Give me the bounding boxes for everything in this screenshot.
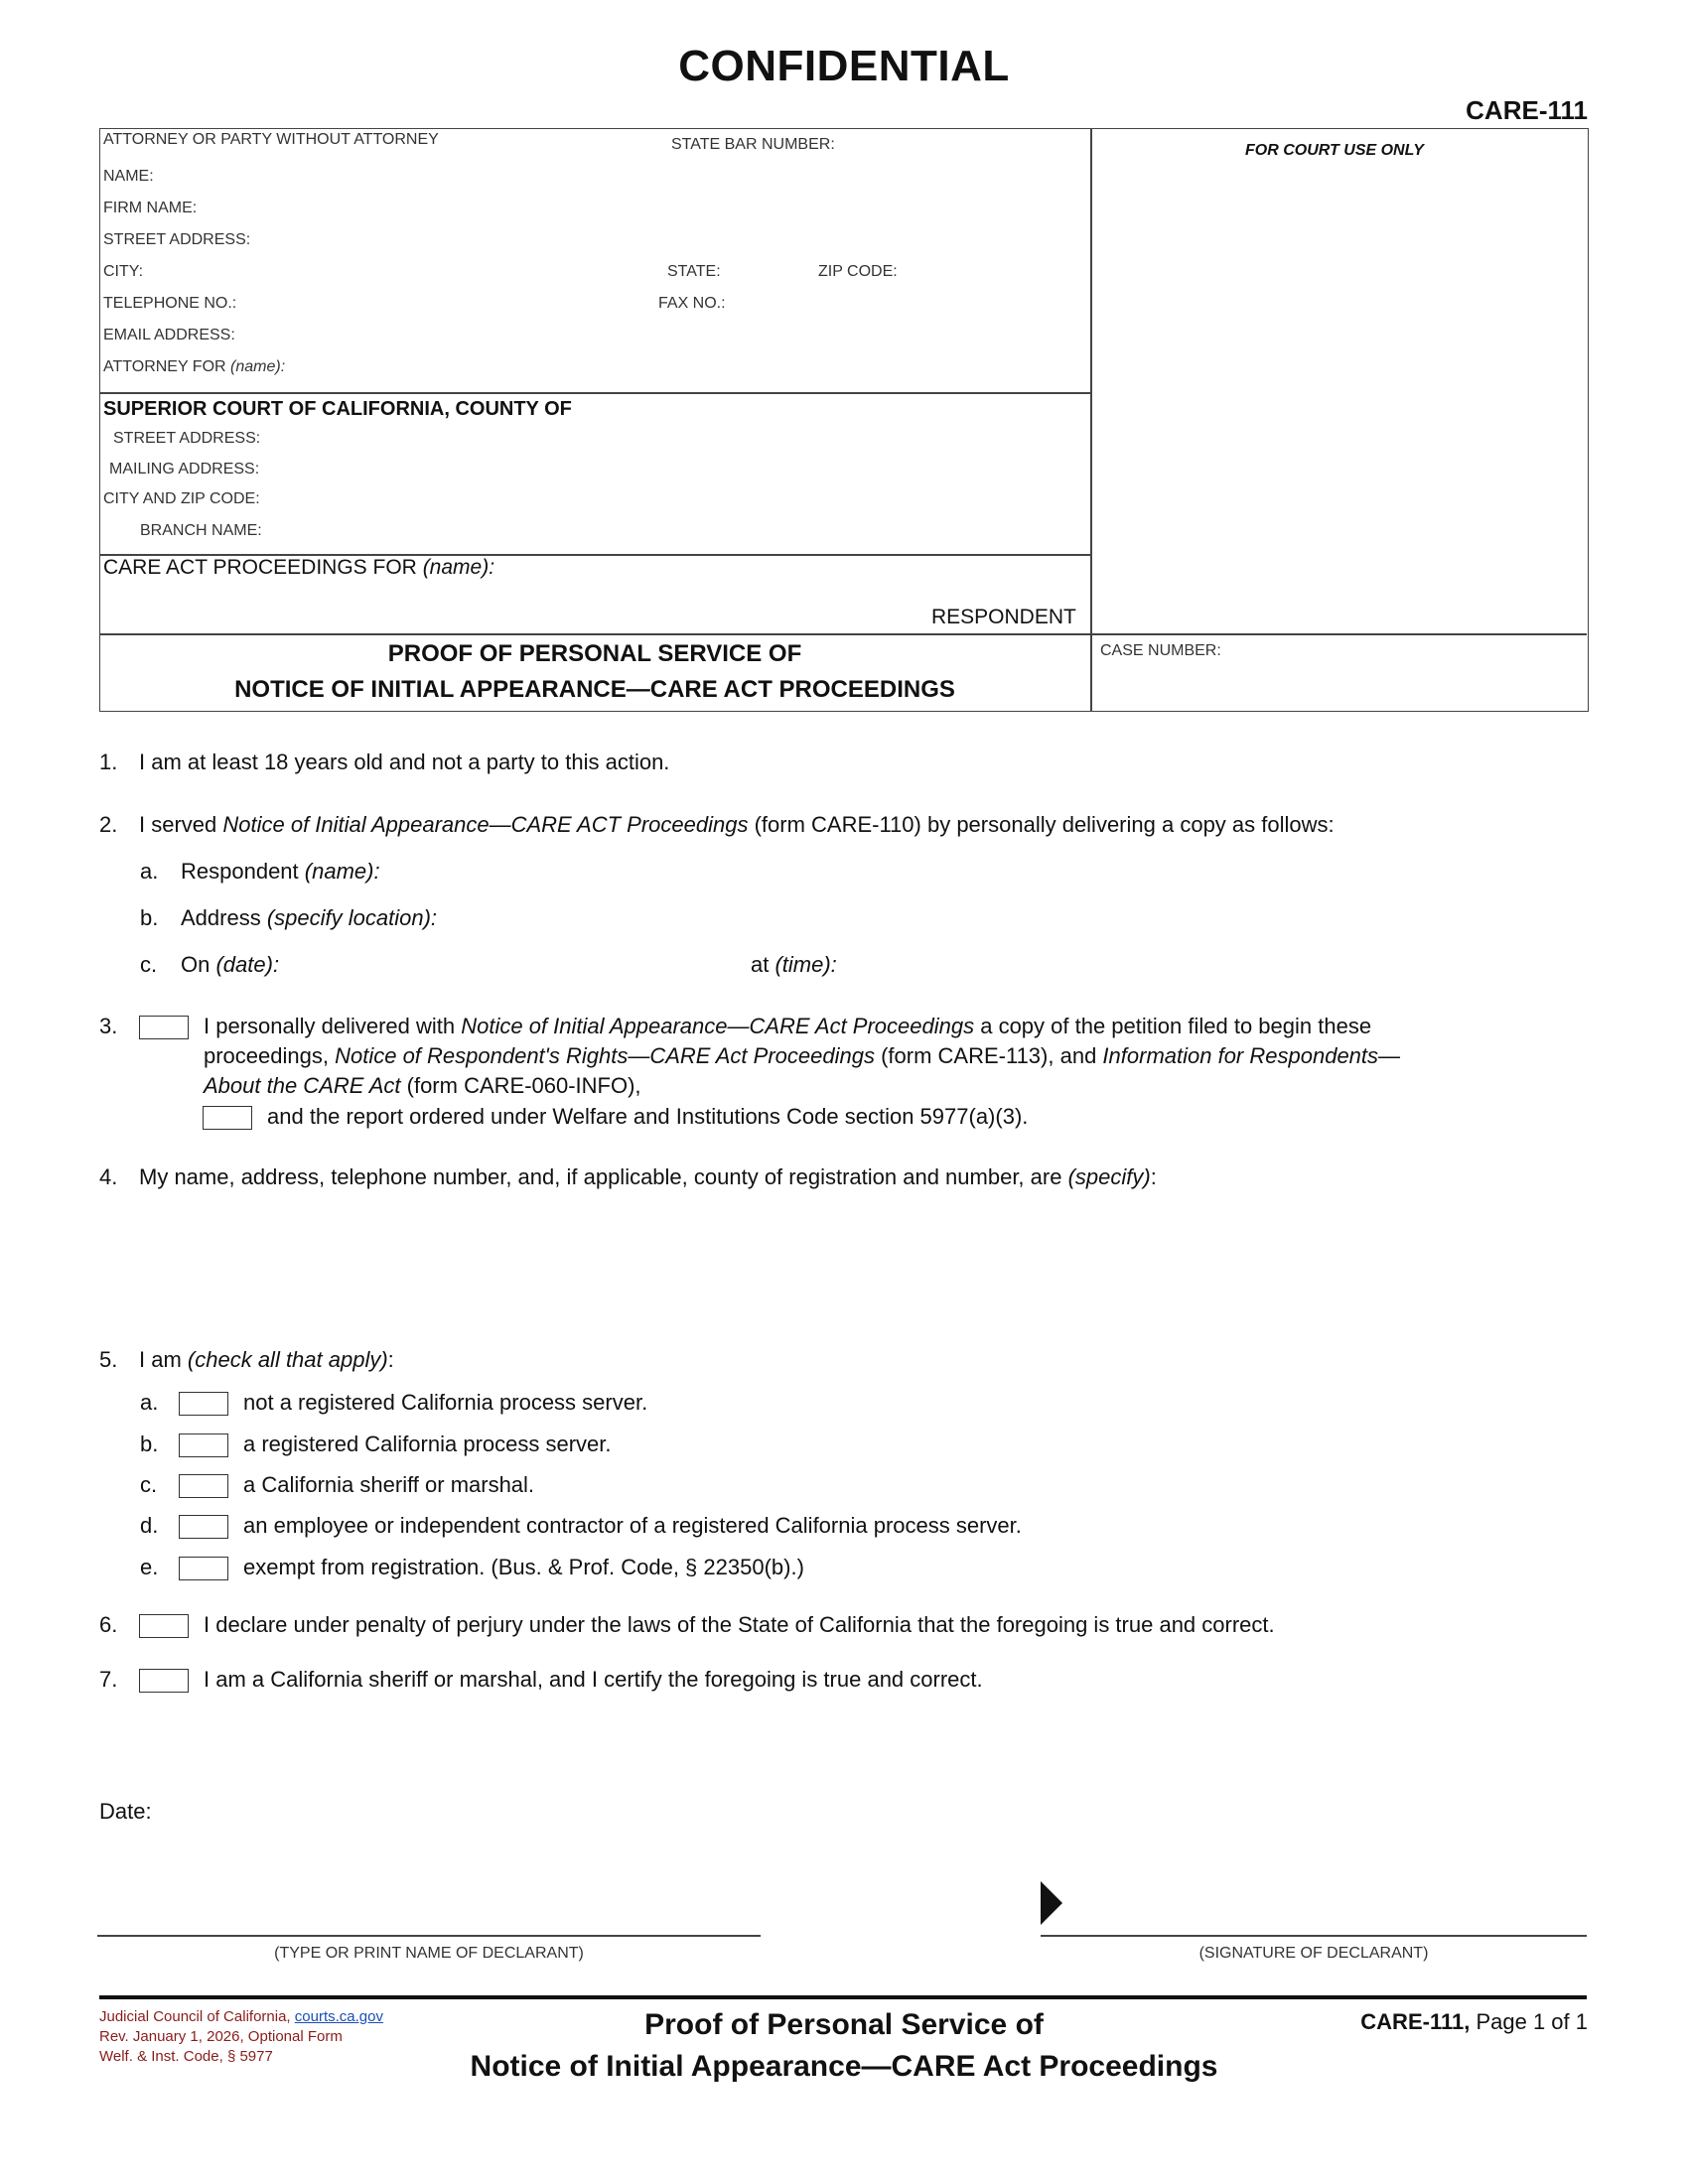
item-2-pre: I served [139,812,223,837]
item-2a-hint: (name): [304,859,380,884]
footer-revision: Rev. January 1, 2026, Optional Form [99,2028,343,2045]
item-5e-letter: e. [140,1555,159,1579]
item-2a-label: Respondent [181,859,305,884]
courts-link[interactable]: courts.ca.gov [294,2008,383,2025]
item-5-label: I am [139,1347,188,1372]
item-5-text [139,1347,394,1373]
declarant-name-caption: (TYPE OR PRINT NAME OF DECLARANT) [274,1945,584,1962]
item-4-hint: (specify) [1067,1164,1151,1189]
item-3-line1 [204,1014,1371,1039]
title-divider [99,633,1587,635]
respondent-label: RESPONDENT [931,606,1076,628]
proceedings-label: CARE ACT PROCEEDINGS FOR [103,556,417,579]
firm-name-field[interactable]: FIRM NAME: [103,200,198,216]
declarant-name-line[interactable] [97,1935,761,1937]
item-3-checkbox[interactable] [139,1016,189,1039]
declarant-signature-line[interactable] [1041,1935,1587,1937]
item-3-l1-pre: I personally delivered with [204,1014,462,1038]
item-4-colon: : [1150,1164,1157,1189]
item-2b-letter: b. [140,905,159,930]
court-city-zip-field[interactable]: CITY AND ZIP CODE: [103,490,260,507]
item-5d-checkbox[interactable] [179,1515,228,1539]
court-use-label: FOR COURT USE ONLY [1245,142,1424,159]
footer-page: Page 1 of 1 [1470,2009,1588,2034]
footer-title-line1: Proof of Personal Service of [644,2008,1044,2041]
item-5d-letter: d. [140,1513,159,1538]
form-title-line1: PROOF OF PERSONAL SERVICE OF [387,640,802,667]
item-1-number: 1. [99,750,118,774]
item-3-line4: and the report ordered under Welfare and Institutions Code section 5977(a)(3). [267,1104,1029,1129]
item-2c-label: On [181,952,216,977]
court-mailing-field[interactable]: MAILING ADDRESS: [109,461,260,478]
item-5a-letter: a. [140,1390,159,1415]
proceedings-for-field[interactable] [103,556,494,580]
state-bar-label: STATE BAR NUMBER: [671,136,835,153]
item-2-text [139,812,1335,838]
item-5-colon: : [387,1347,394,1372]
attorney-court-divider [99,392,1090,394]
footer-form-number: CARE-111, [1360,2009,1471,2034]
confidential-heading: CONFIDENTIAL [678,42,1010,90]
caption-vertical-divider [1090,128,1092,712]
footer-council: Judicial Council of California, [99,2008,295,2025]
item-5c-checkbox[interactable] [179,1474,228,1498]
telephone-field[interactable]: TELEPHONE NO.: [103,295,237,312]
item-3-number: 3. [99,1014,118,1038]
item-7-text: I am a California sheriff or marshal, and I certify the foregoing is true and correct. [204,1667,983,1692]
form-title-line2: NOTICE OF INITIAL APPEARANCE—CARE ACT PROCEEDINGS [234,676,955,703]
city-field[interactable]: CITY: [103,263,144,280]
fax-field[interactable]: FAX NO.: [658,295,726,312]
item-7-checkbox[interactable] [139,1669,189,1693]
item-3-l1-post: a copy of the petition filed to begin these [974,1014,1372,1038]
item-5a-text: not a registered California process server. [243,1390,648,1415]
date-field[interactable]: Date: [99,1799,152,1824]
footer-page-info [1360,2009,1588,2035]
item-2c-date-field[interactable] [181,952,279,978]
item-4-number: 4. [99,1164,118,1189]
email-field[interactable]: EMAIL ADDRESS: [103,327,235,343]
item-2-number: 2. [99,812,118,837]
signature-arrow-icon [1041,1881,1062,1925]
item-2a-field[interactable] [181,859,380,885]
footer-title-line2: Notice of Initial Appearance—CARE Act Proceedings [470,2050,1218,2083]
item-3-l2-mid: (form CARE-113), and [874,1043,1103,1068]
case-number-field[interactable]: CASE NUMBER: [1100,642,1221,659]
item-5b-letter: b. [140,1432,159,1456]
form-title [99,636,1090,708]
form-number: CARE-111 [1466,95,1588,125]
item-2c-at-label: at [751,952,775,977]
attorney-name-field[interactable]: NAME: [103,168,154,185]
item-2-doc: Notice of Initial Appearance—CARE ACT Proceedings [222,812,749,837]
zip-code-field[interactable]: ZIP CODE: [818,263,898,280]
item-3-line2 [204,1043,1400,1069]
footer-code: Welf. & Inst. Code, § 5977 [99,2048,273,2065]
court-heading: SUPERIOR COURT OF CALIFORNIA, COUNTY OF [103,398,572,420]
attorney-for-label: ATTORNEY FOR [103,358,226,375]
street-address-field[interactable]: STREET ADDRESS: [103,231,251,248]
item-2c-time-field[interactable] [751,952,837,978]
item-3-l2-em1: Notice of Respondent's Rights—CARE Act Proceedings [335,1043,875,1068]
item-3-line3 [204,1073,641,1099]
court-branch-field[interactable]: BRANCH NAME: [140,522,262,539]
item-5c-letter: c. [140,1472,158,1497]
attorney-heading: ATTORNEY OR PARTY WITHOUT ATTORNEY [103,131,439,148]
attorney-for-field[interactable] [103,358,285,376]
item-5b-text: a registered California process server. [243,1432,612,1456]
item-7-number: 7. [99,1667,118,1692]
item-2b-field[interactable] [181,905,437,931]
item-2c-time-hint: (time): [774,952,837,977]
item-6-checkbox[interactable] [139,1614,189,1638]
item-3-l2-em2: Information for Respondents— [1102,1043,1401,1068]
item-3-report-checkbox[interactable] [203,1106,252,1130]
item-5a-checkbox[interactable] [179,1392,228,1416]
item-6-text: I declare under penalty of perjury under the laws of the State of California that the foregoing is true and correct. [204,1612,1275,1637]
item-5b-checkbox[interactable] [179,1433,228,1457]
item-5-number: 5. [99,1347,118,1372]
declarant-signature-caption: (SIGNATURE OF DECLARANT) [1198,1945,1429,1962]
item-3-l2-pre: proceedings, [204,1043,336,1068]
item-4-label: My name, address, telephone number, and, if applicable, county of registration and number, are [139,1164,1068,1189]
item-2b-hint: (specify location): [266,905,438,930]
item-2c-hint: (date): [215,952,280,977]
item-2c-letter: c. [140,952,158,977]
item-3-l3-post: (form CARE-060-INFO), [400,1073,641,1098]
item-5e-text: exempt from registration. (Bus. & Prof. Code, § 22350(b).) [243,1555,804,1579]
footer-rule [99,1995,1587,1999]
item-5d-text: an employee or independent contractor of a registered California process server. [243,1513,1022,1538]
item-2-post: (form CARE-110) by personally delivering a copy as follows: [748,812,1335,837]
item-5c-text: a California sheriff or marshal. [243,1472,535,1497]
proceedings-name-hint: (name): [422,556,495,579]
item-3-l1-em: Notice of Initial Appearance—CARE Act Proceedings [461,1014,975,1038]
item-6-number: 6. [99,1612,118,1637]
state-field[interactable]: STATE: [667,263,721,280]
item-2a-letter: a. [140,859,159,884]
court-street-field[interactable]: STREET ADDRESS: [113,430,261,447]
item-3-l3-em: About the CARE Act [204,1073,401,1098]
attorney-for-name-hint: (name): [230,358,286,375]
item-5-hint: (check all that apply) [187,1347,388,1372]
item-4-text[interactable] [139,1164,1157,1190]
item-1-text: I am at least 18 years old and not a party to this action. [139,750,670,774]
item-2b-label: Address [181,905,267,930]
item-5e-checkbox[interactable] [179,1557,228,1580]
